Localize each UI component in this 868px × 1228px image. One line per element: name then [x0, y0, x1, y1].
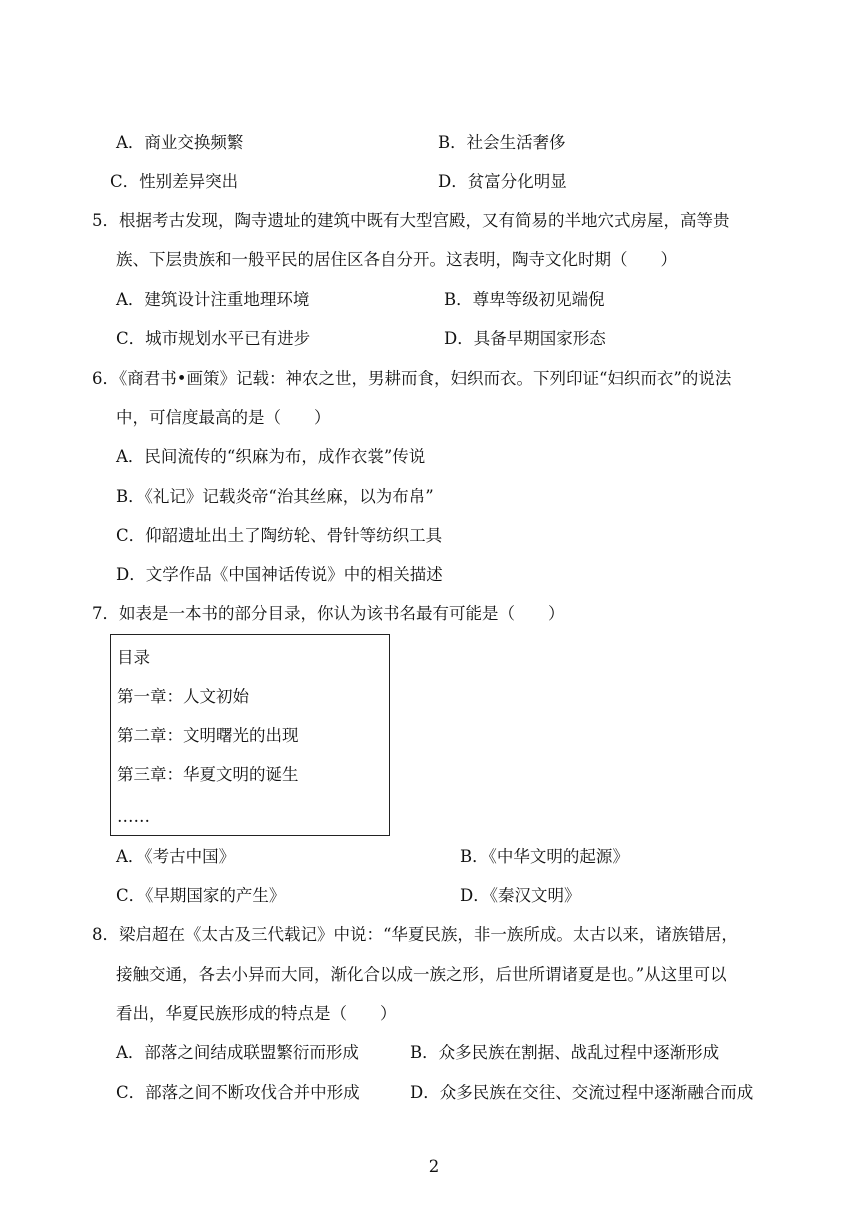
q5-option-c: C．城市规划水平已有进步	[116, 329, 311, 348]
q8-stem-line1: 8．梁启超在《太古及三代载记》中说：“华夏民族，非一族所成。太古以来，诸族错居，	[92, 925, 738, 944]
toc-item: 第二章：文明曙光的出现	[117, 726, 299, 745]
q6-option-d: D．文学作品《中国神话传说》中的相关描述	[116, 565, 443, 584]
toc-ellipsis: ……	[117, 807, 150, 826]
toc-item: 第三章：华夏文明的诞生	[117, 765, 299, 784]
q4-option-d: D．贫富分化明显	[438, 172, 567, 191]
table-of-contents-box	[110, 634, 390, 836]
q7-option-b: B．《中华文明的起源》	[460, 847, 629, 866]
q5-stem-line1: 5．根据考古发现，陶寺遗址的建筑中既有大型宫殿，又有简易的半地穴式房屋，高等贵	[92, 211, 730, 230]
q6-option-a: A．民间流传的“织麻为布，成作衣裳”传说	[116, 447, 426, 466]
q8-option-c: C．部落之间不断攻伐合并中形成	[116, 1083, 360, 1102]
q8-option-a: A．部落之间结成联盟繁衍而形成	[116, 1043, 359, 1062]
q7-stem: 7．如表是一本书的部分目录，你认为该书名最有可能是（ ）	[92, 604, 565, 623]
q6-option-b: B．《礼记》记载炎帝“治其丝麻，以为布帛”	[116, 487, 434, 506]
q5-stem-line2: 族、下层贵族和一般平民的居住区各自分开。这表明，陶寺文化时期（ ）	[116, 250, 677, 269]
q4-option-c: C．性别差异突出	[110, 172, 239, 191]
q7-option-c: C．《早期国家的产生》	[116, 886, 286, 905]
q6-option-c: C．仰韶遗址出土了陶纺轮、骨针等纺织工具	[116, 526, 443, 545]
q5-option-b: B．尊卑等级初见端倪	[444, 290, 605, 309]
q7-option-d: D．《秦汉文明》	[460, 886, 581, 905]
q6-stem-line1: 6．《商君书•画策》记载：神农之世，男耕而食，妇织而衣。下列印证“妇织而衣”的说法	[92, 369, 732, 388]
toc-item: 第一章：人文初始	[117, 687, 249, 706]
q4-option-b: B．社会生活奢侈	[438, 133, 566, 152]
toc-title: 目录	[117, 648, 150, 667]
q7-option-a: A．《考古中国》	[116, 847, 236, 866]
q5-option-d: D．具备早期国家形态	[444, 329, 606, 348]
q8-stem-line2: 接触交通，各去小异而大同，渐化合以成一族之形，后世所谓诸夏是也。”从这里可以	[116, 965, 727, 984]
q6-stem-line2: 中，可信度最高的是（ ）	[116, 408, 331, 427]
q8-stem-line3: 看出，华夏民族形成的特点是（ ）	[116, 1004, 397, 1023]
q4-option-a: A．商业交换频繁	[116, 133, 244, 152]
q5-option-a: A．建筑设计注重地理环境	[116, 290, 310, 309]
q8-option-d: D．众多民族在交往、交流过程中逐渐融合而成	[410, 1083, 754, 1102]
page-number: 2	[428, 1157, 440, 1176]
q8-option-b: B．众多民族在割据、战乱过程中逐渐形成	[410, 1043, 720, 1062]
